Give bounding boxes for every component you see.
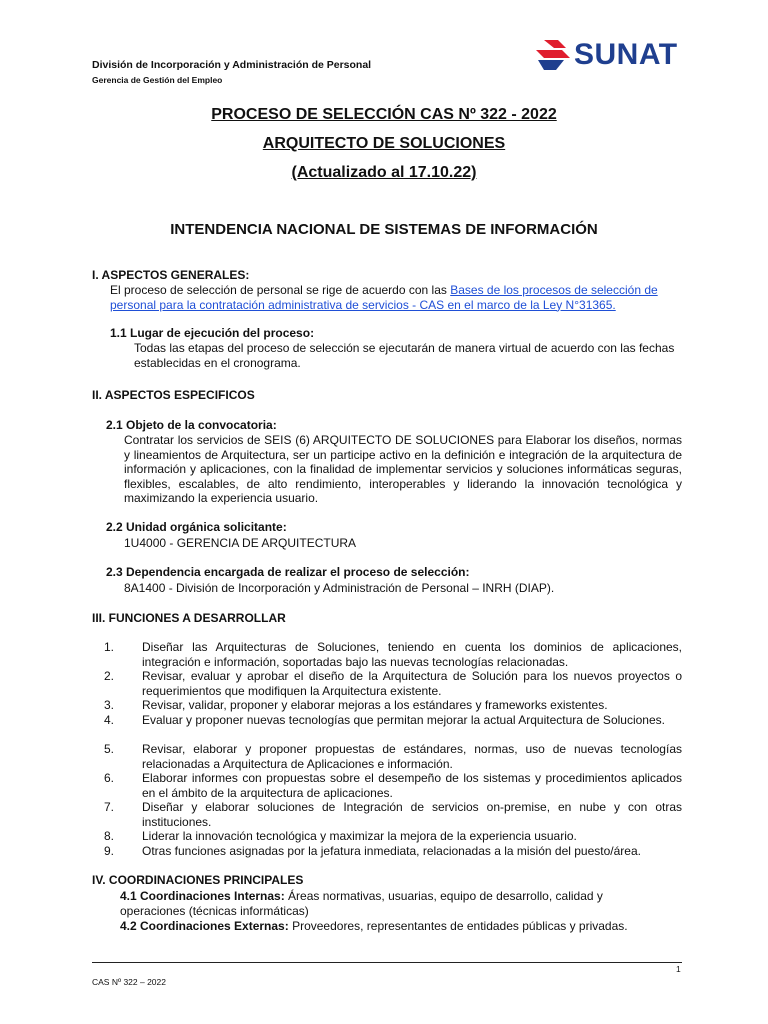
page-number: 1	[676, 964, 681, 974]
function-item	[104, 829, 682, 844]
header-division: División de Incorporación y Administración de Personal	[92, 59, 372, 71]
function-item	[104, 800, 682, 829]
coordinaciones-internas-text: Áreas normativas, usuarias, equipo de desarrollo, calidad y operaciones (técnicas informáticas)	[120, 889, 603, 918]
footer-divider	[92, 962, 682, 963]
function-item	[104, 698, 682, 713]
coordinaciones-externas	[120, 919, 682, 934]
function-number: 5.	[104, 742, 115, 756]
section-3-heading: III. FUNCIONES A DESARROLLAR	[92, 611, 286, 625]
coordinaciones-internas-label: 4.1 Coordinaciones Internas:	[120, 889, 285, 903]
function-item	[104, 640, 682, 669]
coordinaciones-externas-text: Proveedores, representantes de entidades públicas y privadas.	[288, 919, 628, 933]
function-text: Elaborar informes con propuestas sobre el desempeño de los sistemas y procedimientos aplicados en el ámbito de la arquitectura de aplicaciones.	[142, 771, 682, 800]
header-gerencia: Gerencia de Gestión del Empleo	[92, 75, 223, 85]
function-number: 3.	[104, 698, 115, 712]
function-text: Revisar, validar, proponer y elaborar mejoras a los estándares y frameworks existentes.	[142, 698, 608, 712]
function-text: Diseñar y elaborar soluciones de Integración de servicios on-premise, en nube y con otras instituciones.	[142, 800, 682, 829]
position-title: ARQUITECTO DE SOLUCIONES	[262, 135, 506, 152]
function-item	[104, 713, 682, 728]
function-text: Evaluar y proponer nuevas tecnologías que permitan mejorar la actual Arquitectura de Soluciones.	[142, 713, 665, 727]
function-number: 1.	[104, 640, 115, 654]
function-item	[104, 844, 682, 859]
function-text: Otras funciones asignadas por la jefatura inmediata, relacionadas a la misión del puesto/área.	[142, 844, 641, 858]
footer-code: CAS Nº 322 – 2022	[92, 977, 166, 987]
subsection-1-1-title: 1.1 Lugar de ejecución del proceso:	[110, 326, 315, 340]
coordinaciones-externas-label: 4.2 Coordinaciones Externas:	[120, 919, 289, 933]
function-item	[104, 669, 682, 698]
subsection-2-1-title: 2.1 Objeto de la convocatoria:	[106, 418, 277, 432]
intendencia-title: INTENDENCIA NACIONAL DE SISTEMAS DE INFORMACIÓN	[170, 221, 598, 238]
coordinaciones-internas	[120, 889, 660, 918]
sunat-logo-text: SUNAT	[574, 38, 678, 71]
bases-link[interactable]: Bases de los procesos de selección de personal para la contratación administrativa de servicios - CAS en el marco de la Ley N°31365.	[110, 283, 658, 312]
function-number: 4.	[104, 713, 115, 727]
function-item	[104, 742, 682, 771]
subsection-2-3-title: 2.3 Dependencia encargada de realizar el proceso de selección:	[106, 565, 470, 579]
section-1-intro	[110, 283, 682, 312]
subsection-2-3-text: 8A1400 - División de Incorporación y Administración de Personal – INRH (DIAP).	[124, 581, 555, 595]
updated-title: (Actualizado al 17.10.22)	[291, 164, 477, 181]
function-number: 7.	[104, 800, 115, 814]
section-4-heading: IV. COORDINACIONES PRINCIPALES	[92, 873, 304, 887]
function-text: Revisar, elaborar y proponer propuestas de estándares, normas, uso de nuevas tecnologías relacionadas a Arquitectura de Aplicaciones e información.	[142, 742, 682, 771]
process-title: PROCESO DE SELECCIÓN CAS Nº 322 - 2022	[211, 106, 557, 123]
function-number: 6.	[104, 771, 115, 785]
subsection-2-1-text: Contratar los servicios de SEIS (6) ARQUITECTO DE SOLUCIONES para Elaborar los diseños, normas y lineamientos de Arquitectura, ser un participe activo en la definición e integración de la arquitectura de información y aplicaciones, con la finalidad de implementar servicios y soluciones informáticas seguras, flexibles, escalables, de alto rendimiento, interoperables y liderando la innovación tecnológica y maximizando la experiencia usuario.	[124, 433, 682, 505]
function-number: 8.	[104, 829, 115, 843]
function-number: 9.	[104, 844, 115, 858]
function-text: Liderar la innovación tecnológica y maximizar la mejora de la experiencia usuario.	[142, 829, 577, 843]
subsection-2-2-text: 1U4000 - GERENCIA DE ARQUITECTURA	[124, 536, 357, 550]
function-text: Revisar, evaluar y aprobar el diseño de la Arquitectura de Solución para los nuevos proyectos o requerimientos que modifiquen la Arquitectura existente.	[142, 669, 682, 698]
section-1-intro-text: El proceso de selección de personal se rige de acuerdo con las	[110, 283, 451, 297]
subsection-1-1-text: Todas las etapas del proceso de selección se ejecutarán de manera virtual de acuerdo con las fechas establecidas en el cronograma.	[134, 341, 675, 370]
section-2-heading: II. ASPECTOS ESPECIFICOS	[92, 388, 255, 402]
function-item	[104, 771, 682, 800]
subsection-2-2-title: 2.2 Unidad orgánica solicitante:	[106, 520, 287, 534]
function-number: 2.	[104, 669, 115, 683]
sunat-logo	[532, 36, 682, 76]
function-text: Diseñar las Arquitecturas de Soluciones, teniendo en cuenta los dominios de aplicaciones, integración e información, soportadas bajo las nuevas tecnologías relacionadas.	[142, 640, 682, 669]
section-1-heading: I. ASPECTOS GENERALES:	[92, 268, 250, 282]
